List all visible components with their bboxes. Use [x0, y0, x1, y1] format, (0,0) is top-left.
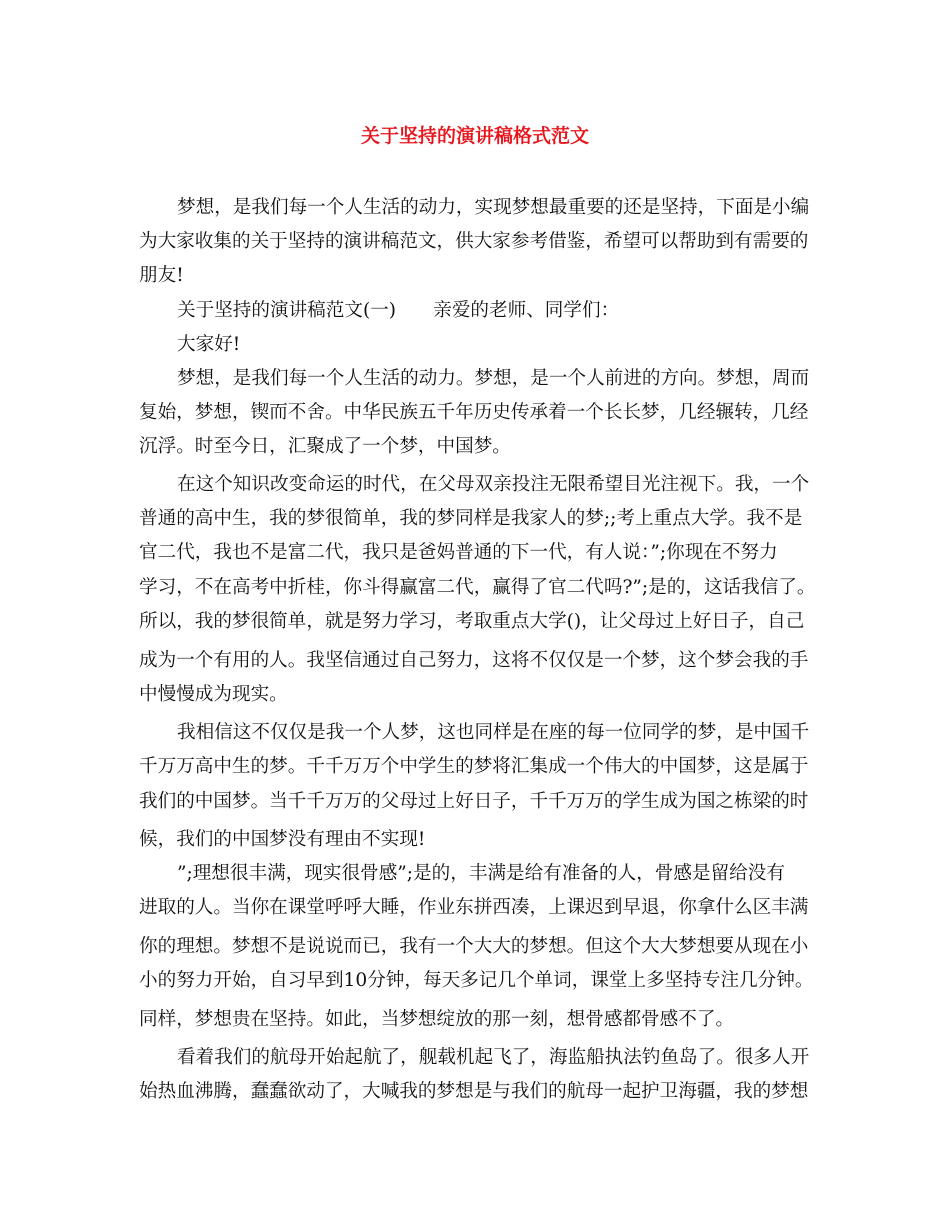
text-line: 小的努力开始，自习早到10分钟，每天多记几个单词，课堂上多坚持专注几分钟。 — [139, 970, 814, 991]
text-line: 大家好! — [177, 334, 241, 355]
text-line: 普通的高中生，我的梦很简单，我的梦同样是我家人的梦;;考上重点大学。我不是 — [139, 508, 803, 529]
text-line: 看着我们的航母开始起航了，舰载机起飞了，海监船执法钓鱼岛了。很多人开 — [177, 1047, 810, 1068]
text-line: 候，我们的中国梦没有理由不实现! — [139, 829, 426, 850]
text-line: 朋友! — [139, 265, 184, 286]
text-line: 我们的中国梦。当千千万万的父母过上好日子，千千万万的学生成为国之栋梁的时 — [139, 791, 809, 812]
text-line: 进取的人。当你在课堂呼呼大睡，作业东拼西凑，上课迟到早退，你拿什么区丰满 — [139, 897, 809, 918]
text-line: 你的理想。梦想不是说说而已，我有一个大大的梦想。但这个大大梦想要从现在小 — [139, 936, 809, 957]
text-line: 梦想，是我们每一个人生活的动力，实现梦想最重要的还是坚持，下面是小编 — [177, 197, 810, 218]
text-line: 我相信这不仅仅是我一个人梦，这也同样是在座的每一位同学的梦，是中国千 — [177, 722, 810, 743]
text-line: 同样，梦想贵在坚持。如此，当梦想绽放的那一刻，想骨感都骨感不了。 — [139, 1009, 735, 1030]
text-line: 在这个知识改变命运的时代，在父母双亲投注无限希望目光注视下。我，一个 — [177, 474, 810, 495]
text-line: 学习，不在高考中折桂，你斗得赢富二代，赢得了官二代吗?”;是的，这话我信了。 — [139, 577, 816, 598]
text-line: 关于坚持的演讲稿范文(一) 亲爱的老师、同学们： — [177, 300, 620, 321]
document-title: 关于坚持的演讲稿格式范文 — [360, 125, 589, 147]
text-line: 成为一个有用的人。我坚信通过自己努力，这将不仅仅是一个梦，这个梦会我的手 — [139, 650, 809, 671]
text-line: 官二代，我也不是富二代，我只是爸妈普通的下一代，有人说：”;你现在不努力 — [139, 542, 778, 563]
text-line: 千万万高中生的梦。千千万万个中学生的梦将汇集成一个伟大的中国梦，这是属于 — [139, 756, 809, 777]
text-line: 中慢慢成为现实。 — [139, 684, 288, 705]
text-line: 沉浮。时至今日，汇聚成了一个梦，中国梦。 — [139, 436, 511, 457]
text-line: 始热血沸腾，蠢蠢欲动了，大喊我的梦想是与我们的航母一起护卫海疆，我的梦想 — [139, 1081, 809, 1102]
text-line: 为大家收集的关于坚持的演讲稿范文，供大家参考借鉴，希望可以帮助到有需要的 — [139, 231, 809, 252]
text-line: ”;理想很丰满，现实很骨感”;是的，丰满是给有准备的人，骨感是留给没有 — [177, 863, 785, 884]
text-line: 复始，梦想，锲而不舍。中华民族五千年历史传承着一个长长梦，几经辗转，几经 — [139, 402, 809, 423]
text-line: 所以，我的梦很简单，就是努力学习，考取重点大学()，让父母过上好日子，自己 — [139, 611, 805, 632]
text-line: 梦想，是我们每一个人生活的动力。梦想，是一个人前进的方向。梦想，周而 — [177, 368, 810, 389]
